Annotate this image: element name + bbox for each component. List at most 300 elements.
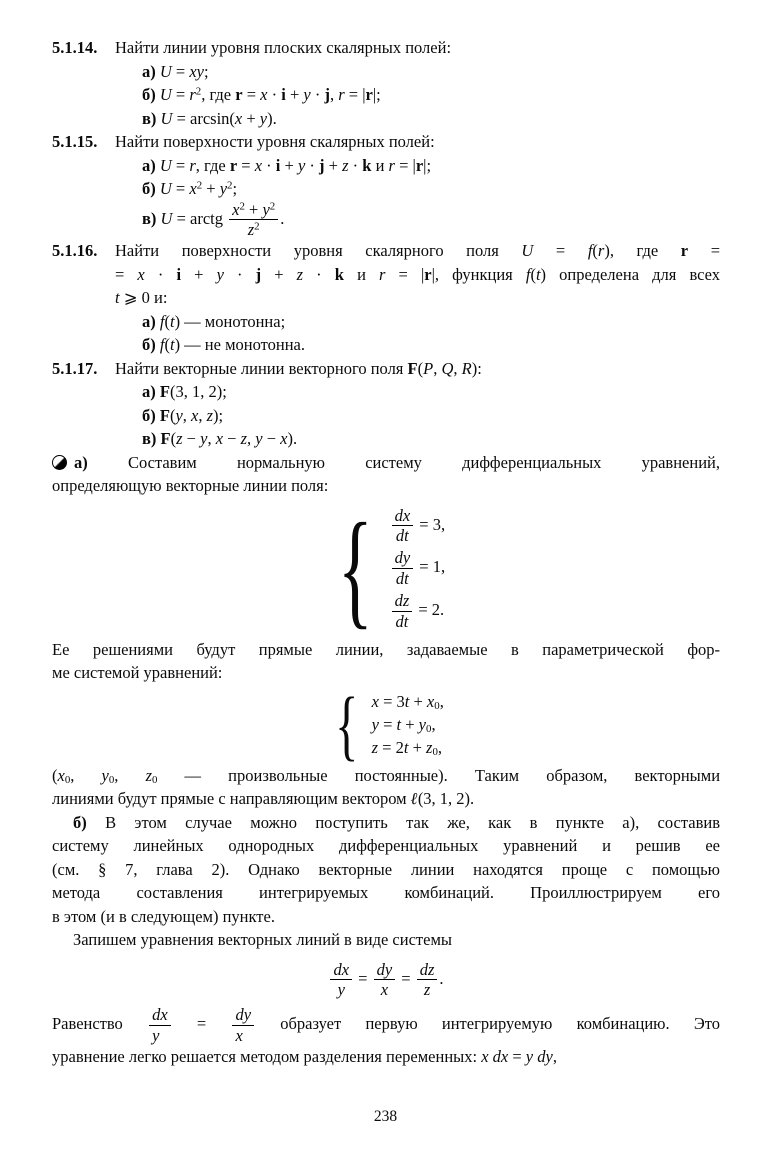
text-run: x <box>191 405 199 425</box>
text-run: = <box>115 264 138 284</box>
text-run: dt <box>395 526 409 546</box>
solution-marker-icon <box>52 455 67 470</box>
text-run: y <box>525 1046 534 1066</box>
text-run: 2 <box>196 179 203 192</box>
problem-statement-text <box>115 359 482 378</box>
fraction <box>392 549 414 588</box>
equation-row-2 <box>372 713 436 736</box>
text-run: = <box>242 85 261 104</box>
text-run: = <box>508 1046 526 1066</box>
text-run: r <box>189 155 196 175</box>
text-run: x <box>189 179 197 198</box>
text-run: , <box>207 429 216 449</box>
text-run: f <box>159 311 165 331</box>
text-run: |; <box>423 155 432 175</box>
text-run: + <box>408 738 427 757</box>
text-run: ). <box>267 108 277 128</box>
fraction-denominator <box>330 980 352 999</box>
fraction-numerator <box>374 961 396 981</box>
text-run: ( <box>530 264 536 284</box>
solution-para-b-line-3 <box>52 858 720 882</box>
text-run: dz <box>394 590 410 610</box>
text-run: f <box>587 241 593 261</box>
text-run: ; <box>232 179 238 198</box>
text-run: + <box>242 108 260 128</box>
text-run: , где <box>195 155 230 175</box>
text-run: z <box>247 220 255 240</box>
text-run: · <box>305 155 320 175</box>
text-run: ) определена для всех <box>540 264 721 284</box>
text-run: z <box>296 264 304 284</box>
text-run: = | <box>394 155 416 175</box>
text-run: метода составления интегрируемых комбинаций. Проиллюстрируем его <box>52 883 720 902</box>
solution-section <box>52 451 720 1069</box>
problem-5-1-15 <box>52 130 720 239</box>
text-run: x <box>137 264 145 284</box>
solution-para-mid-line-2 <box>52 661 720 685</box>
text-run: ( <box>592 241 598 261</box>
text-run: U <box>160 108 173 128</box>
text-run: t <box>535 264 541 284</box>
text-run: , <box>114 765 146 785</box>
text-run: , <box>198 405 207 425</box>
problem-item-a <box>142 60 720 84</box>
text-run: F <box>160 429 171 449</box>
problem-statement-line <box>52 36 720 60</box>
fraction <box>229 201 278 240</box>
text-run: = 3 <box>378 692 405 711</box>
text-run: y <box>101 765 109 785</box>
text-run: · <box>144 264 177 284</box>
text-run: Равенство <box>52 1014 148 1034</box>
text-run: · <box>348 155 363 175</box>
text-run: ℓ <box>410 789 418 808</box>
text-run: x <box>234 108 243 128</box>
text-run: ( <box>52 765 58 785</box>
fraction-numerator <box>232 1006 254 1026</box>
text-run: = <box>533 241 588 261</box>
equation-row-2 <box>390 549 446 588</box>
fraction-denominator <box>392 612 413 631</box>
text-run: уравнение легко решается методом разделения переменных: <box>52 1046 482 1066</box>
text-run: ме системой уравнений: <box>52 663 223 682</box>
problem-5-1-16 <box>52 239 720 357</box>
text-run: 0 <box>426 722 432 735</box>
text-run: r <box>680 241 689 261</box>
problem-item-a <box>142 154 720 178</box>
text-run: а) <box>142 382 156 402</box>
text-run: Запишем уравнения векторных линий в виде системы <box>73 930 452 949</box>
text-run: = 2 <box>378 738 404 757</box>
text-run: dt <box>395 569 409 589</box>
text-run: Найти линии уровня плоских скалярных полей: <box>115 38 452 57</box>
text-run: , <box>182 405 192 425</box>
text-run: а) <box>142 61 156 81</box>
text-run: y <box>337 980 345 1000</box>
text-run: = <box>237 155 255 175</box>
text-run: ; <box>204 61 209 81</box>
text-run: = <box>688 241 720 261</box>
text-run: б) <box>142 405 156 425</box>
text-run: + <box>285 85 304 104</box>
solution-para-b-line-2 <box>52 834 720 858</box>
text-run: 2 <box>195 85 202 98</box>
problem-item-b <box>142 177 720 201</box>
text-run: U <box>159 155 172 175</box>
text-run: б) <box>142 85 156 104</box>
text-run: r <box>379 264 386 284</box>
text-run: x <box>426 692 435 711</box>
parametric-line-system <box>52 680 720 768</box>
problem-statement-text <box>115 132 435 151</box>
text-run: x <box>380 980 389 1000</box>
text-run: z <box>423 980 431 1000</box>
equation-row-3 <box>390 592 445 631</box>
text-run: = arctg <box>172 208 228 228</box>
problem-statement-line <box>52 357 720 381</box>
text-run: U <box>159 179 172 198</box>
solution-para-last-line-1 <box>52 1006 720 1045</box>
text-run: , <box>437 738 442 757</box>
text-run: dy <box>376 959 393 979</box>
text-run: F <box>159 382 170 402</box>
fraction-denominator <box>392 526 414 545</box>
text-run: R <box>461 358 472 378</box>
text-run: F <box>407 358 418 378</box>
text-run: y <box>371 715 379 734</box>
text-run: ⩾ 0 и: <box>119 288 168 308</box>
text-run: U <box>159 61 172 81</box>
problem-statement-text <box>115 38 451 57</box>
text-run: определяющую векторные линии поля: <box>52 476 329 496</box>
text-run: y <box>303 85 311 104</box>
fraction <box>417 961 438 1000</box>
text-run: t <box>404 692 410 711</box>
text-run: · <box>267 85 282 104</box>
text-run: Найти векторные линии векторного поля <box>115 358 408 378</box>
text-run: x <box>371 692 379 711</box>
fraction-denominator <box>392 569 414 588</box>
text-run: U <box>521 241 534 261</box>
text-run: y <box>219 179 228 198</box>
text-run: z <box>145 765 152 785</box>
text-run: ( <box>417 358 424 378</box>
text-run: ( <box>164 335 170 355</box>
text-run: x <box>260 85 268 104</box>
text-run: образует первую интегрируемую комбинацию. Это <box>256 1014 721 1034</box>
problem-number: 5.1.17. <box>52 358 98 378</box>
fraction <box>374 961 396 1000</box>
fraction-denominator <box>229 220 278 239</box>
text-run: , где <box>201 85 236 104</box>
text-run: = | <box>385 264 425 284</box>
solution-para-const-line-1 <box>52 764 720 788</box>
text-run: , <box>433 358 442 378</box>
solution-para-a-line-1 <box>52 451 720 475</box>
text-run: , <box>329 85 339 104</box>
text-run: = <box>171 155 190 175</box>
text-run: Q <box>441 358 454 378</box>
fraction-numerator <box>417 961 438 981</box>
fraction-numerator <box>392 592 413 612</box>
solution-para-b-line-5 <box>52 905 720 929</box>
text-run: + <box>261 264 297 284</box>
text-run: |; <box>372 85 381 104</box>
equation-row-3 <box>372 736 442 759</box>
text-run: r <box>365 85 373 104</box>
text-run: |, функция <box>431 264 526 284</box>
text-run: + <box>409 692 427 711</box>
text-run: + <box>280 155 298 175</box>
text-run: z <box>426 738 433 757</box>
equation-row-1 <box>390 507 446 546</box>
problem-item-a <box>142 380 720 404</box>
problem-5-1-17 <box>52 357 720 451</box>
text-run: · <box>303 264 335 284</box>
problem-statement-text <box>115 241 720 260</box>
left-brace: { <box>337 495 373 641</box>
text-run: · <box>223 264 256 284</box>
text-run: dx <box>492 1046 509 1066</box>
solution-para-const-line-2 <box>52 787 720 811</box>
text-run: + <box>181 264 217 284</box>
fraction-denominator <box>374 980 396 999</box>
text-run: k <box>362 155 372 175</box>
problem-item-v <box>142 427 720 451</box>
text-run: (3, 1, 2); <box>169 382 227 402</box>
text-run: + <box>324 155 343 175</box>
text-run: y <box>175 405 183 425</box>
text-run: dy <box>235 1005 252 1025</box>
left-brace: { <box>335 680 359 768</box>
text-run: ( <box>164 311 170 331</box>
text-run: (см. § 7, глава 2). Однако векторные линии находятся проще с помощью <box>52 859 720 879</box>
text-run: x <box>232 199 240 219</box>
solution-para-b-line-4 <box>52 881 720 905</box>
text-run: dy <box>537 1046 553 1066</box>
text-run: t <box>169 311 175 331</box>
text-run: = | <box>344 85 366 104</box>
text-run: dz <box>419 959 435 979</box>
text-run: x <box>254 155 263 175</box>
text-run: x <box>235 1025 243 1045</box>
text-run: y <box>418 715 426 734</box>
problem-number: 5.1.15. <box>52 132 98 151</box>
text-run: , <box>552 1046 557 1066</box>
fraction <box>392 592 413 631</box>
fraction-denominator <box>149 1026 171 1045</box>
text-run: y <box>255 429 263 449</box>
text-run: систему линейных однородных дифференциальных уравнений и решив ее <box>52 836 720 855</box>
solution-para-a-text <box>74 453 720 472</box>
text-run: В этом случае можно поступить так же, как в пункте а), составив <box>86 812 720 832</box>
text-run: j <box>324 85 330 104</box>
text-run: F <box>159 405 170 425</box>
text-run: = <box>354 968 372 988</box>
vector-lines-equation <box>52 961 720 1000</box>
problem-item-b <box>142 333 720 357</box>
problem-statement-line-2 <box>115 263 720 287</box>
text-run: и <box>371 155 389 175</box>
text-run: = <box>378 715 397 734</box>
text-run: б) <box>142 179 156 198</box>
text-run: 0 <box>64 773 71 786</box>
fraction <box>392 507 414 546</box>
text-run: dt <box>395 611 409 631</box>
system-rows <box>372 690 444 759</box>
problem-item-v <box>142 107 720 131</box>
text-run: ). <box>287 429 298 449</box>
text-run: = <box>171 85 190 104</box>
text-run: — произвольные постоянные). Таким образом, векторными <box>157 765 721 785</box>
text-run: б) <box>142 335 156 355</box>
text-run: r <box>597 241 605 261</box>
text-run: = <box>171 61 190 81</box>
problem-item-v <box>142 201 720 240</box>
text-run: = <box>172 1014 231 1034</box>
text-run: в) <box>142 429 157 449</box>
fraction-numerator <box>330 961 352 981</box>
text-run: , <box>247 429 256 449</box>
problem-item-a <box>142 310 720 334</box>
text-run: Найти поверхности уровня скалярного поля <box>115 241 522 261</box>
text-run: 0 <box>434 699 440 712</box>
text-run: dx <box>333 959 350 979</box>
fraction-numerator <box>149 1006 171 1026</box>
text-run: z <box>206 405 214 425</box>
text-run: dx <box>152 1005 168 1025</box>
solution-para-a-line-2 <box>52 474 720 498</box>
text-run: 0 <box>151 773 158 786</box>
text-run: линиями будут прямые с направляющим вектором <box>52 789 411 808</box>
text-run: = <box>171 179 190 198</box>
text-run: t <box>115 288 120 308</box>
text-run: а) <box>142 311 156 331</box>
text-run: z <box>371 738 379 757</box>
text-run: f <box>525 264 531 284</box>
solution-para-last-line-2 <box>52 1045 720 1069</box>
fraction-denominator <box>232 1026 254 1045</box>
text-run: i <box>275 155 281 175</box>
text-run: x <box>215 429 224 449</box>
fraction <box>149 1006 171 1045</box>
equation-row-1 <box>372 690 444 713</box>
text-run: r <box>415 155 424 175</box>
solution-para-b-line-1 <box>52 811 720 835</box>
text-run: − <box>262 429 281 449</box>
text-run: Найти поверхности уровня скалярных полей: <box>115 132 435 151</box>
text-run: , <box>70 765 102 785</box>
text-run: dy <box>394 548 411 568</box>
text-run: xy <box>189 61 205 81</box>
text-run: Ее решениями будут прямые линии, задаваемые в параметрической фор- <box>52 639 720 659</box>
text-run: y <box>152 1025 160 1045</box>
text-run: i <box>281 85 286 104</box>
text-run: r <box>338 85 345 104</box>
text-run: в) <box>142 208 157 228</box>
text-run: + <box>244 199 263 219</box>
text-run: ) — не монотонна. <box>174 335 305 355</box>
fraction <box>330 961 352 1000</box>
text-run: б) <box>73 812 87 832</box>
text-run: f <box>159 335 165 355</box>
text-run: и <box>343 264 380 284</box>
text-run: 2 <box>239 200 245 213</box>
text-run: · <box>310 85 325 104</box>
text-run: t <box>396 715 402 734</box>
text-run: x <box>280 429 288 449</box>
text-run: + <box>202 179 220 198</box>
text-run: r <box>388 155 395 175</box>
text-run: r <box>424 264 432 284</box>
text-run: U <box>160 208 173 228</box>
text-run: y <box>297 155 306 175</box>
system-rows <box>390 505 446 633</box>
text-run: U <box>159 85 172 104</box>
text-run: y <box>262 199 270 219</box>
problem-number: 5.1.16. <box>52 241 98 261</box>
fraction <box>232 1006 254 1045</box>
text-run: 2 <box>254 220 260 233</box>
text-run: j <box>319 155 325 175</box>
text-run: t <box>169 335 175 355</box>
text-run: − <box>182 429 201 449</box>
text-run: y <box>216 264 224 284</box>
text-run: = 3, <box>415 514 446 534</box>
solution-para-mid-line-1 <box>52 638 720 662</box>
text-run: = 2. <box>414 599 445 619</box>
text-run: P <box>423 358 434 378</box>
text-run: ), где <box>604 241 681 261</box>
text-run: = arcsin( <box>172 108 235 128</box>
text-run: в) <box>142 108 157 128</box>
text-run: r <box>189 85 196 104</box>
text-run: y <box>200 429 208 449</box>
text-run: а) <box>74 452 88 472</box>
text-run: в этом (и в следующем) пункте. <box>52 906 275 926</box>
text-run: 0 <box>432 745 438 758</box>
text-run: · <box>262 155 276 175</box>
problem-number: 5.1.14. <box>52 38 98 57</box>
text-run: − <box>223 429 241 449</box>
text-run: x <box>481 1046 489 1066</box>
fraction-numerator <box>392 507 414 527</box>
solution-para-write-line <box>52 928 720 952</box>
problem-statement-line-3 <box>115 286 720 310</box>
text-run: r <box>235 85 243 104</box>
text-run: x <box>57 765 65 785</box>
problem-item-b <box>142 83 720 107</box>
text-run: z <box>240 429 247 449</box>
text-run: r <box>229 155 238 175</box>
text-run: z <box>342 155 349 175</box>
text-run: 2 <box>227 179 233 192</box>
text-run: t <box>403 738 409 757</box>
text-run: а) <box>142 155 156 175</box>
text-run: 0 <box>108 773 115 786</box>
text-run: ( <box>170 429 177 449</box>
text-run: z <box>176 429 183 449</box>
text-run: = 1, <box>415 557 446 577</box>
problem-statement-line <box>52 130 720 154</box>
differential-equation-system <box>52 495 720 641</box>
text-run: ) — монотонна; <box>174 311 286 331</box>
text-run: y <box>259 108 268 128</box>
text-run: ): <box>471 358 482 378</box>
problem-5-1-14 <box>52 36 720 130</box>
text-run: , <box>453 358 462 378</box>
fraction-numerator <box>229 201 278 221</box>
